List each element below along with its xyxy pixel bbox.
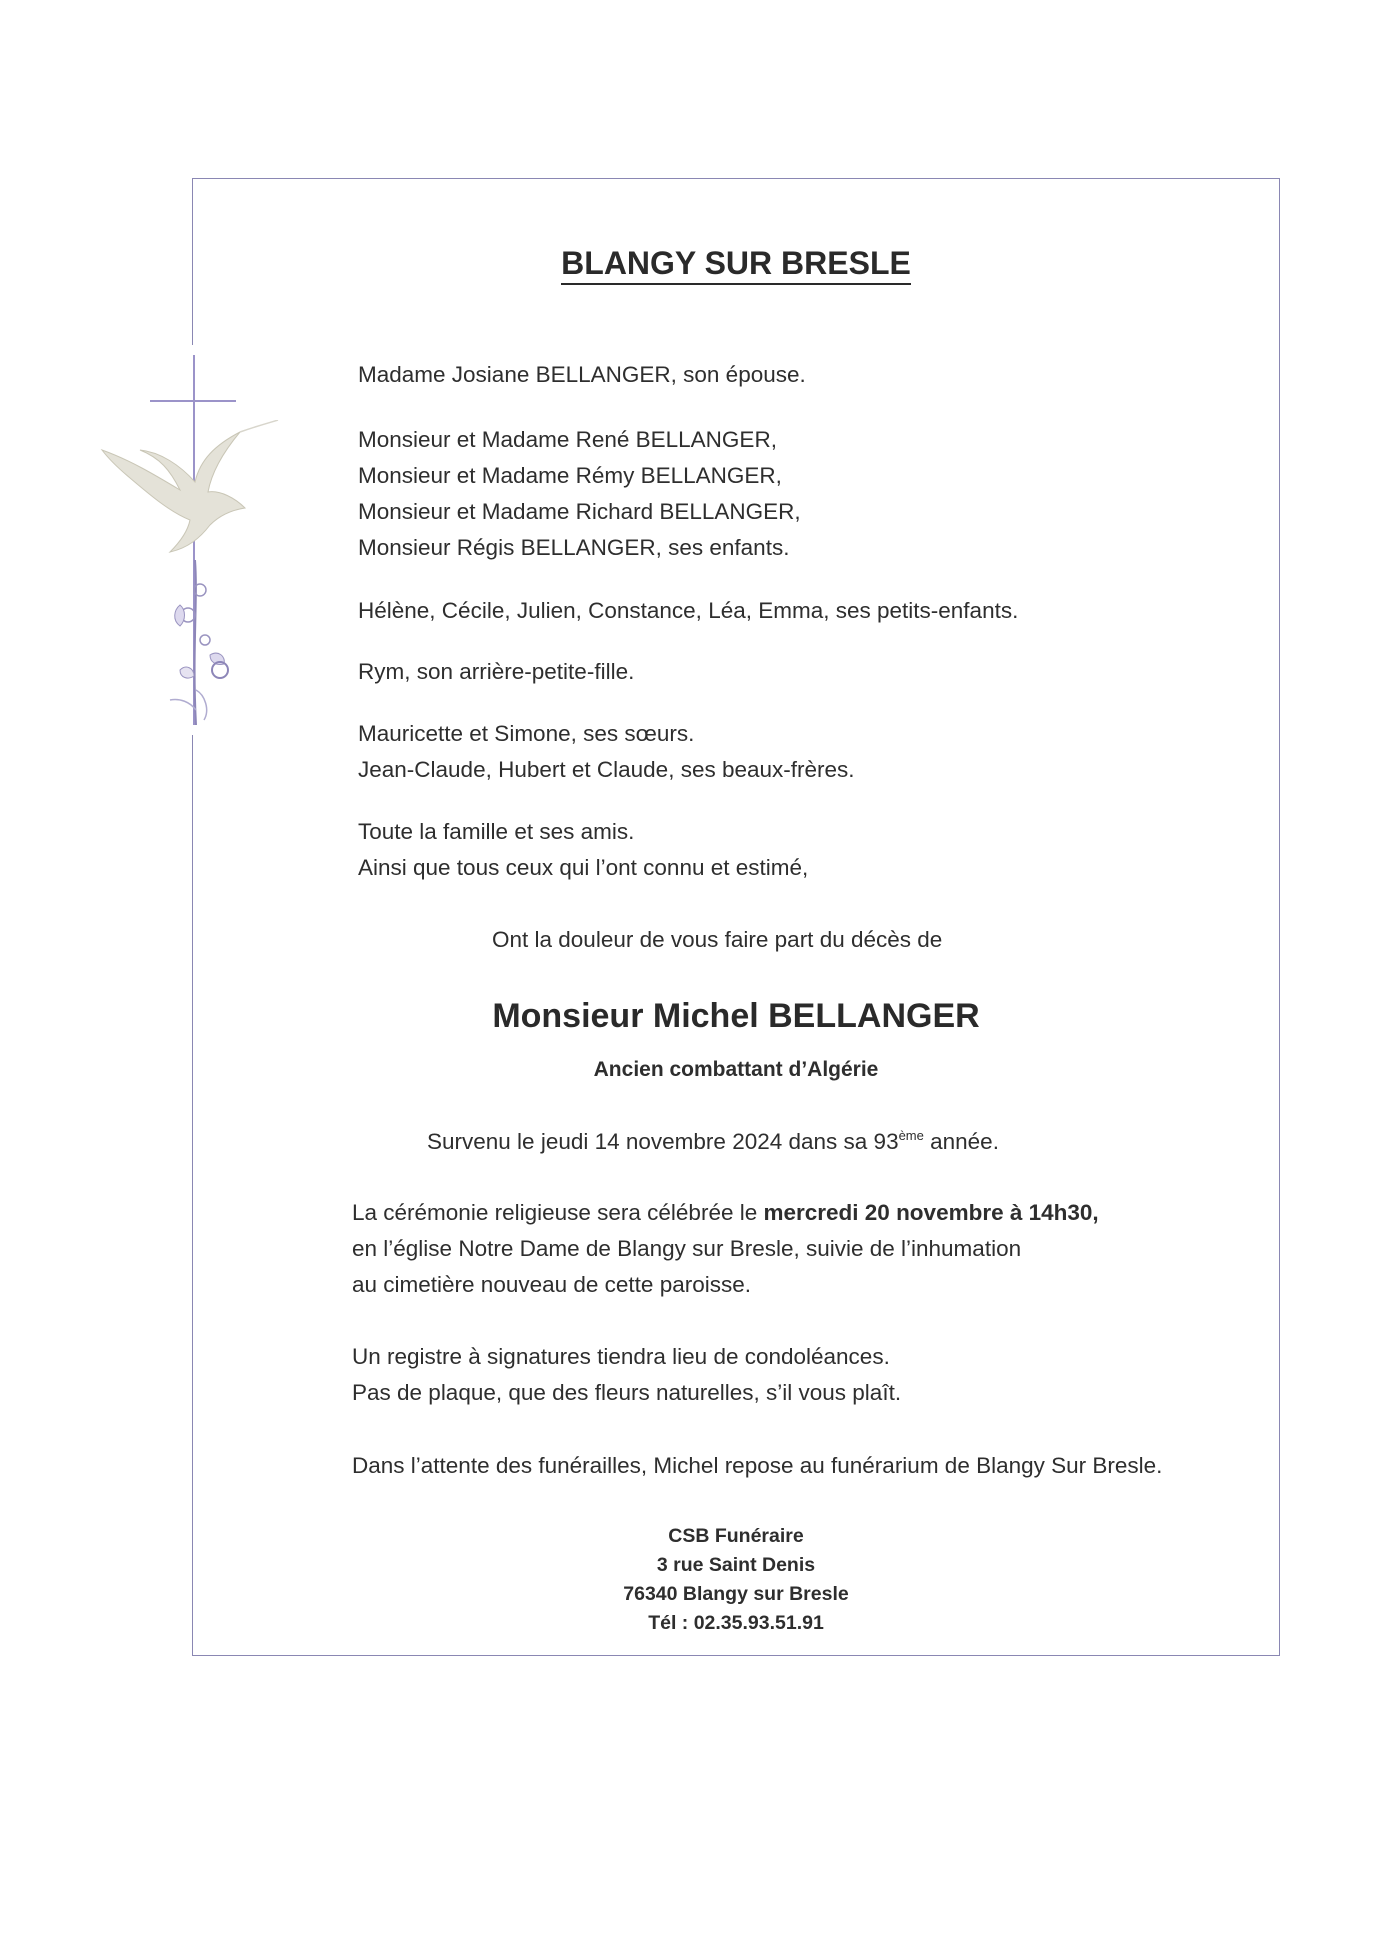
funeral-home-street: 3 rue Saint Denis: [656, 1554, 816, 1576]
siblings-line-2: Jean-Claude, Hubert et Claude, ses beaux-frères.: [358, 757, 855, 782]
siblings-line-1: Mauricette et Simone, ses sœurs.: [358, 721, 695, 746]
funeral-home-city: 76340 Blangy sur Bresle: [623, 1583, 849, 1605]
note-line-2: Pas de plaque, que des fleurs naturelles, s’il vous plaît.: [352, 1380, 902, 1405]
great-grandchild-line: Rym, son arrière-petite-fille.: [358, 659, 635, 684]
grandchildren-line: Hélène, Cécile, Julien, Constance, Léa, Emma, ses petits-enfants.: [358, 598, 1019, 623]
ceremony-line-1: La cérémonie religieuse sera célébrée le mercredi 20 novembre à 14h30,: [352, 1200, 1099, 1225]
friends-line-2: Ainsi que tous ceux qui l’ont connu et estimé,: [358, 855, 809, 880]
spouse-line: Madame Josiane BELLANGER, son épouse.: [358, 362, 806, 387]
announcement-intro: Ont la douleur de vous faire part du décès de: [492, 927, 943, 952]
friends-line-1: Toute la famille et ses amis.: [358, 819, 635, 844]
notice-frame: [192, 178, 1280, 1656]
page-title: BLANGY SUR BRESLE: [192, 245, 1280, 282]
dove-icon: [100, 420, 280, 570]
children-line-2: Monsieur et Madame Rémy BELLANGER,: [358, 463, 782, 488]
children-line-3: Monsieur et Madame Richard BELLANGER,: [358, 499, 801, 524]
children-line-1: Monsieur et Madame René BELLANGER,: [358, 427, 777, 452]
funeral-home-phone: Tél : 02.35.93.51.91: [648, 1612, 824, 1634]
children-line-4: Monsieur Régis BELLANGER, ses enfants.: [358, 535, 790, 560]
ceremony-line-3: au cimetière nouveau de cette paroisse.: [352, 1272, 751, 1297]
flowers-icon: [160, 560, 240, 730]
ceremony-line-2: en l’église Notre Dame de Blangy sur Bresle, suivie de l’inhumation: [352, 1236, 1022, 1261]
deceased-title: Ancien combattant d’Algérie: [593, 1058, 879, 1081]
death-date-line: Survenu le jeudi 14 novembre 2024 dans sa 93ème année.: [427, 1128, 999, 1154]
cross-horizontal: [150, 400, 236, 402]
note-line-1: Un registre à signatures tiendra lieu de condoléances.: [352, 1344, 890, 1369]
funeral-home-name: CSB Funéraire: [668, 1525, 804, 1547]
funerarium-line: Dans l’attente des funérailles, Michel repose au funérarium de Blangy Sur Bresle.: [352, 1453, 1163, 1478]
deceased-name: Monsieur Michel BELLANGER: [492, 997, 980, 1035]
